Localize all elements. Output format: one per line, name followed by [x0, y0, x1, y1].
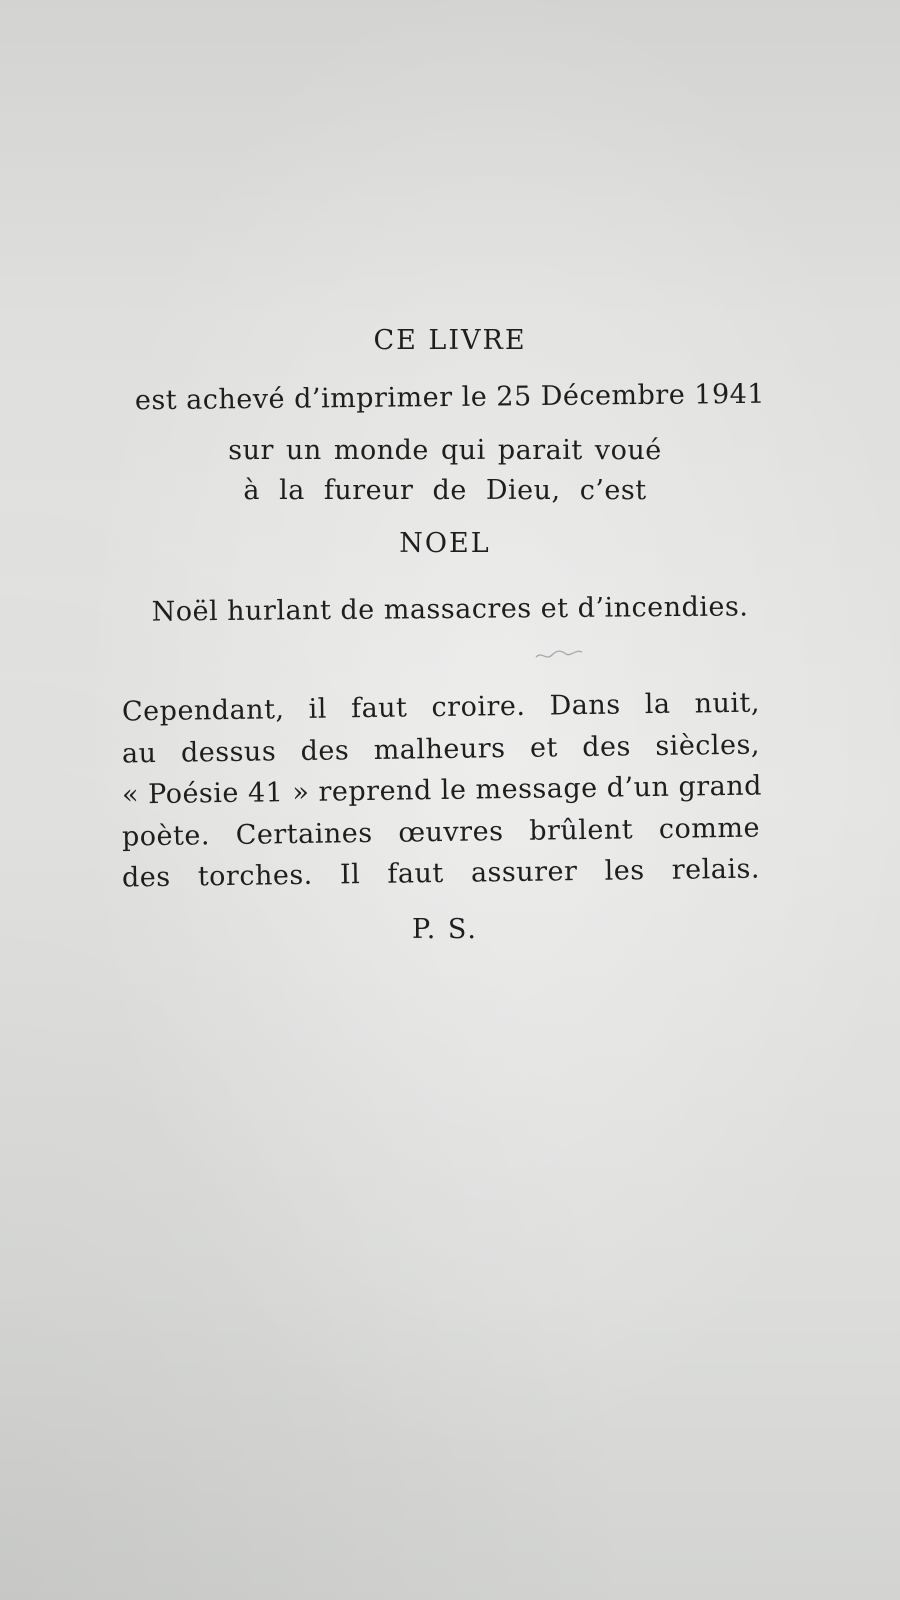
paragraph-line-5: des torches. Il faut assurer les relais. — [121, 853, 761, 894]
paragraph-line-4: poète. Certaines œuvres brûlent comme — [121, 812, 761, 853]
colophon-title: CE LIVRE — [373, 325, 527, 356]
colophon-line-world: sur un monde qui parait voué — [228, 435, 662, 466]
signature-initials: P. S. — [412, 914, 478, 945]
colophon-line-massacres: Noël hurlant de massacres et d’incendies. — [151, 591, 749, 628]
paragraph-line-2: au dessus des malheurs et des siècles, — [121, 729, 761, 770]
colophon-line-print-date: est achevé d’imprimer le 25 Décembre 1941 — [134, 378, 766, 417]
colophon-noel: NOEL — [399, 528, 491, 559]
paragraph-line-3: « Poésie 41 » reprend le message d’un grand — [121, 770, 763, 811]
ink-squiggle-mark — [534, 645, 584, 665]
colophon-line-fury: à la fureur de Dieu, c’est — [243, 475, 647, 506]
paragraph-line-1: Cependant, il faut croire. Dans la nuit, — [121, 687, 761, 728]
